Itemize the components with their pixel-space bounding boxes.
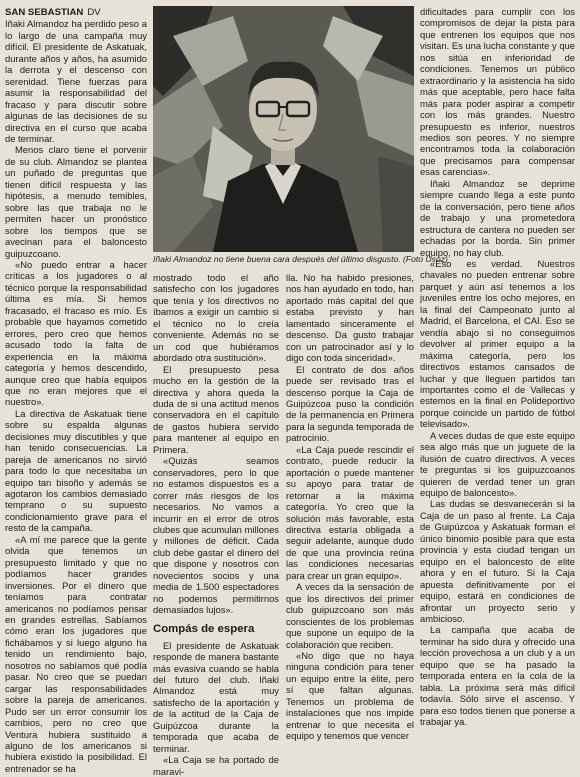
paragraph: Iñaki Almandoz ha perdido peso a lo largo de una campaña muy difícil. El presidente de Askatuak, durante años y años, ha asumido la derrota y el descenso con serenidad. Tiene fuerzas para asumir la responsabilidad del fracaso y para discutir sobre algunas de las decisiones de su directiva en el curso que acaba de terminar.: [5, 18, 147, 144]
paragraph: A veces dudas de que este equipo sea algo más que un juguete de la ilusión de cuatro directivos. A veces te preguntas si los guipuzcoanos quieren de verdad tener un gran equipo de baloncesto».: [420, 429, 575, 499]
paragraph: El presupuesto pesa mucho en la gestión de la directiva y ahora queda la duda de si una actitud menos conservadora en el capítulo de gastos hubiera servido para mantener al equipo en Primera.: [153, 363, 279, 455]
paragraph: «A mí me parece que la gente olvida que tenemos un presupuesto limitado y que no podíamos hacer grandes inversiones. Por el dinero que teníamos para contratar americanos no podíamos pensar en grandes estrellas. Sabíamos cómo eran los jugadores que fichábamos y si luego alguno ha tenido un rendimiento bajo, nosotros no sabíamos qué podía pasar. No creo que se puedan cargar las responsabilidades sobre la pareja de americanos. Pudo ser un error consumir los cambios, pero no creo que Ventura hubiera sustituido a alguno de los americanos si hubiera existido la posibilidad. El entrenador se ha: [5, 533, 147, 774]
article-column-2: [153, 272, 279, 777]
article-column-4: [420, 6, 575, 728]
paragraph: lla. No ha habido presiones, nos han ayudado en todo, han aportado más capital del que estaba previsto y han lamentado sinceramente el descenso. Da gusto trabajar con un patrocinador así y lo digo con toda sinceridad».: [286, 272, 414, 364]
paragraph: mostrado todo el año satisfecho con los jugadores que tenía y los directivos no íbamos a exigir un cambio si el técnico no lo creía conveniente. Además no se un cod que hubiéramos abordado otra sustitución».: [153, 272, 279, 364]
paragraph: «La Caja puede rescindir el contrato, puede reducir la aportación o puede mantener su apoyo para tratar de retornar a la máxima categoría. Yo creo que la solución más favorable, esta directiva estaría obligada a seguir adelante, aunque dudo de que una provincia reúna las condiciones necesarias para crear un gran equipo».: [286, 443, 414, 581]
paragraph: «No digo que no haya ninguna condición para tener un equipo entre la élite, pero sí que faltan algunas. Tenemos un problema de instalaciones que nos impide entrenar lo que necesita el equipo y tenemos que vencer: [286, 649, 414, 742]
paragraph: La campaña que acaba de terminar ha sido dura y ofrecido una lección provechosa a un club y a un equipo que se ha pasado la temporada entera en la cola de la tabla. La próxima será más difícil todavía. Sólo sirve el ascenso. Y para eso todos tienen que ponerse a trabajar ya.: [420, 624, 575, 728]
paragraph: El presidente de Askatuak responde de manera bastante más evasiva cuando se habla del futuro del club. Iñaki Almandoz está muy satisfecho de la aportación y de la actitud de la Caja de Guipúzcoa durante la temporada que acaba de terminar.: [153, 639, 279, 754]
dateline: [5, 6, 147, 18]
subheading: Compás de espera: [153, 622, 255, 635]
dateline-agency: DV: [87, 7, 101, 18]
paragraph: dificultades para cumplir con los compromisos de dejar la pista para que entrenen los equipos que nos visitan. Es una lucha constante y que nos sitúa en inferioridad de condiciones. Tenemos un público extraordinario y la asistencia ha sido más que aceptable, pero hace falta más para poder aspirar a competir con los más grandes. Nuestro presupuesto es inferior, nuestros medios son peores. Y no siempre encontramos toda la colaboración que precisamos para compensar esas carencias».: [420, 6, 575, 178]
dateline-city: SAN SEBASTIAN: [5, 7, 84, 18]
paragraph: Menos claro tiene el porvenir de su club. Almandoz se plantea un puñado de preguntas que tienen difícil respuesta y las hipótesis, a menudo temibles, sobre las que trabaja no le permiten hacer un pronóstico sobre los tiempos que se avecinan para el baloncesto guipuzcoano.: [5, 144, 147, 259]
paragraph: «Eso es verdad. Nuestros chavales no pueden entrenar sobre parquet y aún así tenemos a los juveniles entre los ocho mejores, en la final del Campeonato junto al Madrid, el Barcelona, el CAI. Eso se vendía abajo si no conseguimos devolver al primer equipo a la máxima categoría, pero los directivos estamos cansados de luchar y que lleguen partidos tan importantes como el de Vallecas y estemos en la final en Polideportivo porque coincide un partido de fútbol televisado».: [420, 257, 575, 430]
article-column-3: [286, 272, 414, 742]
paragraph: La directiva de Askatuak tiene sobre su espalda algunas decisiones muy discutibles y que han tenido consecuencias. La pareja de americanos no sirvió para todo lo que necesitaba un equipo tan bisoño y además se agotaron los cambios demasiado temprano o su supuesto condicionamiento grave para el resto de la campaña.: [5, 407, 147, 534]
paragraph: Las dudas se desvanecerán si la Caja de un paso al frente. La Caja de Guipúzcoa y Askatuak forman el único binomio posible para que esta provincia y esta ciudad tengan un equipo en el baloncesto de elite ahora y en el futuro. Si la Caja apuesta definitivamente por el equipo, estará en condiciones de afrontar un proyecto serio y ambicioso.: [420, 498, 575, 625]
portrait-photo-image: [153, 6, 414, 252]
paragraph: «No puedo entrar a hacer críticas a los jugadores o al técnico porque la responsabilidad última es mía. Si hemos fracasado, el fracaso es mío. Es probable que hayamos cometido errores, pero creo que hemos acusado todo la falta de experiencia en la máxima categoría y hemos descendido, aunque creo que había equipos que no eran mejores que el nuestro».: [5, 258, 147, 408]
article-column-1: [5, 6, 147, 774]
paragraph: El contrato de dos años puede ser revisado tras el descenso porque la Caja de Guipúzcoa puso la condición de la permanencia en Primera para la segunda temporada de patrocinio.: [286, 363, 414, 444]
paragraph: A veces da la sensación de que los directivos del primer club guipuzcoano son más conscientes de los problemas que supone un equipo de la colaboración que reciben.: [286, 581, 414, 650]
photo-caption: Iñaki Almandoz no tiene buena cara después del último disgusto. (Foto Usoz): [153, 254, 448, 264]
paragraph: Iñaki Almandoz se deprime siempre cuando llega a este punto de la conversación, pero tiene años de trabajo y una prometedora estructura de cantera no pueden ser echadas por la borda. Sin primer equipo, no hay club.: [420, 177, 575, 258]
paragraph: «La Caja se ha portado de maravi-: [153, 754, 279, 777]
article-photo: [153, 6, 414, 252]
paragraph: «Quizás seamos conservadores, pero lo que no estamos dispuestos es a correr más riesgos de los necesarios. No vamos a incurrir en el error de otros clubes que acumulan millones y millones de déficit. Cada club debe gastar el dinero del que dispone y nosotros con novecientos socios y una media de 1.500 espectadores no podemos permitirnos demasiados lujos».: [153, 455, 279, 616]
